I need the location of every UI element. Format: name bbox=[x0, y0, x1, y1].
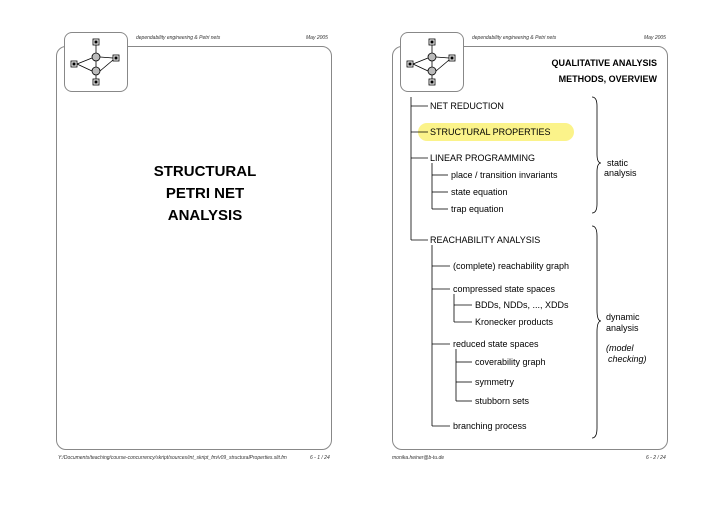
tree-item-reachability-graph: (complete) reachability graph bbox=[453, 261, 570, 271]
right-footer-page: 6 - 2 / 24 bbox=[646, 455, 666, 461]
right-slide-title-line-2: METHODS, OVERVIEW bbox=[558, 74, 657, 84]
static-analysis-label-2: analysis bbox=[604, 168, 637, 178]
tree-item-net-reduction: NET REDUCTION bbox=[430, 101, 504, 111]
static-analysis-label-1: static bbox=[607, 158, 629, 168]
tree-item-linear-programming: LINEAR PROGRAMMING bbox=[430, 153, 536, 163]
left-footer-page: 6 - 1 / 24 bbox=[310, 455, 330, 461]
tree-item-reachability-analysis: REACHABILITY ANALYSIS bbox=[430, 235, 541, 245]
left-slide-title-line-1: STRUCTURAL bbox=[153, 163, 257, 180]
tree-item-invariants: place / transition invariants bbox=[451, 170, 558, 180]
tree-item-reduced-state-spaces: reduced state spaces bbox=[453, 339, 539, 349]
tree-item-trap-equation: trap equation bbox=[451, 204, 504, 214]
model-checking-label-2: checking) bbox=[608, 354, 647, 364]
tree-item-bdds: BDDs, NDDs, ..., XDDs bbox=[475, 300, 569, 310]
tree-item-compressed-state-spaces: compressed state spaces bbox=[453, 284, 556, 294]
right-header-date: May 2005 bbox=[644, 35, 666, 41]
right-footer-email: monika.heiner@b-tu.de bbox=[392, 455, 445, 461]
model-checking-label-1: (model bbox=[606, 343, 634, 353]
tree-item-state-equation: state equation bbox=[451, 187, 508, 197]
dynamic-analysis-label-2: analysis bbox=[606, 323, 639, 333]
tree-item-branching-process: branching process bbox=[453, 421, 527, 431]
left-header-title: dependability engineering & Petri nets bbox=[136, 35, 221, 41]
tree-item-stubborn-sets: stubborn sets bbox=[475, 396, 530, 406]
tree-item-structural-properties: STRUCTURAL PROPERTIES bbox=[430, 127, 551, 137]
tree-item-coverability-graph: coverability graph bbox=[475, 357, 546, 367]
right-slide-title-line-1: QUALITATIVE ANALYSIS bbox=[551, 58, 657, 68]
tree-item-symmetry: symmetry bbox=[475, 377, 514, 387]
left-slide-title-line-3: ANALYSIS bbox=[167, 207, 243, 224]
dynamic-analysis-label-1: dynamic bbox=[606, 312, 640, 322]
left-footer-path: Y:/Documents/teaching/course-concurrency/skript/sources/int_skript_fm/v09_structuralProperties.slit.fm bbox=[58, 455, 287, 461]
left-slide-title-line-2: PETRI NET bbox=[165, 185, 245, 202]
left-header-date: May 2005 bbox=[306, 35, 328, 41]
tree-item-kronecker: Kronecker products bbox=[475, 317, 554, 327]
right-header-title: dependability engineering & Petri nets bbox=[472, 35, 557, 41]
